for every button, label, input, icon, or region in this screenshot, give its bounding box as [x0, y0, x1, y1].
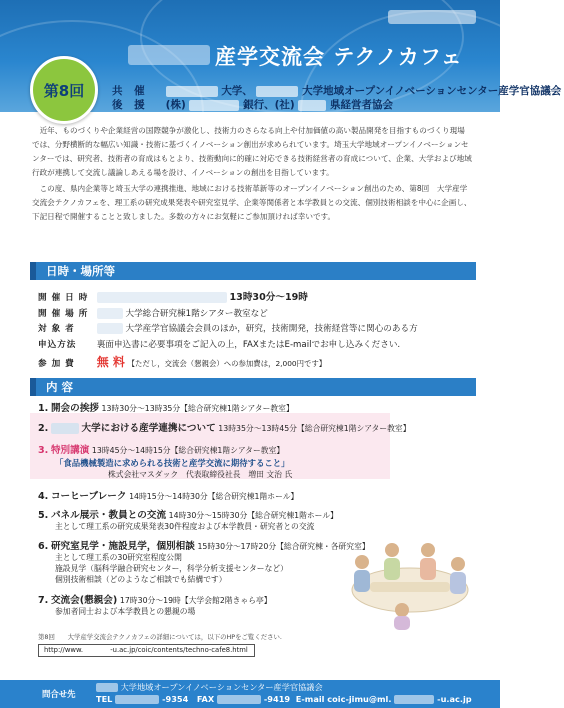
item-detail: 13時30分～13時35分【総合研究棟1階シアター教室】 [101, 404, 294, 413]
program-item-3 [38, 442, 292, 480]
blurred-domain [394, 695, 434, 704]
program-item-1 [38, 400, 294, 414]
program-item-4 [38, 488, 298, 502]
info-target-value: 大学産学官協議会会員のほか，研究，技術開発，技術経営等に関心のある方 [125, 324, 418, 334]
event-title: 産学交流会 テクノカフェ [215, 45, 463, 69]
blurred-logo [388, 10, 476, 24]
detail-link-note: 第8回 大学産学交流会テクノカフェの詳細については，以下のHPをご覧ください. [38, 633, 282, 641]
blurred-name [256, 86, 298, 97]
item-number: 3. [38, 445, 49, 456]
item-number: 6. [38, 541, 49, 552]
blurred-name [166, 86, 218, 97]
item-sub: 個別技術相談（どのようなご相談でも結構です） [55, 575, 227, 584]
edition-badge [30, 56, 98, 124]
section-title-schedule: 日時・場所等 [46, 264, 115, 278]
contact-numbers [96, 694, 472, 704]
lecturer: 株式会社マスダック 代表取締役社長 増田 文治 氏 [108, 470, 293, 479]
intro-text [32, 124, 472, 226]
support-text-a: (株) [165, 99, 186, 111]
blurred-date [97, 292, 227, 303]
contact-footer [0, 680, 500, 708]
blurred-number [115, 695, 159, 704]
section-bar-schedule [30, 262, 476, 280]
item-title: パネル展示・教員との交流 [50, 510, 167, 521]
tel-label: TEL [96, 694, 113, 704]
item-detail: 14時30分～15時30分【総合研究棟1階ホール】 [168, 511, 338, 520]
item-sub: 主として理工系の研究成果発表30件程度および本学教員・研究者との交流 [55, 522, 315, 531]
contact-org-name: 大学地域オープンイノベーションセンター産学官協議会 [120, 682, 323, 692]
support-label: 後 援 [112, 99, 149, 111]
item-title: 大学における産学連携について [81, 423, 216, 434]
item-sub: 参加者同士および本学教員との懇親の場 [55, 607, 196, 616]
event-url-link[interactable]: http://www. -u.ac.jp/coic/contents/techno-cafe8.html [38, 644, 255, 657]
intro-paragraph-2: この度、県内企業等と埼玉大学の連携推進、地域における技術革新等のオープンイノベーション創出のため、第8回 大学産学交流会テクノカフェを、理工系の研究成果発表や研究室見学、企業等関係者と本学教員との交流、個別技術相談を中心に企画し、下記日程で開催することと致しました。多数の方々にお気軽にご参加頂ければ幸いです。 [32, 184, 472, 221]
email-domain[interactable]: -u.ac.jp [437, 694, 472, 704]
item-number: 4. [38, 491, 49, 502]
section-bar-content [30, 378, 476, 396]
item-title: 特別講演 [50, 445, 90, 456]
blurred-name [97, 308, 123, 319]
info-fee-free: 無 料 [96, 355, 125, 369]
item-sub: 主として理工系の30研究室程度公開 [55, 553, 182, 562]
info-fee-label: 参 加 費 [38, 359, 75, 369]
item-detail: 17時30分～19時【大学会館2階きゃら亭】 [119, 596, 272, 605]
edition-badge-text: 第8回 [43, 81, 85, 100]
email-label[interactable]: E-mail coic-jimu@ml. [295, 694, 392, 704]
info-date [38, 289, 308, 303]
blurred-name [189, 100, 239, 111]
program-item-2 [38, 420, 411, 434]
item-detail: 14時15分～14時30分【総合研究棟1階ホール】 [129, 492, 299, 501]
item-detail: 13時35分～13時45分【総合研究棟1階シアター教室】 [218, 424, 411, 433]
intro-paragraph-1: 近年、ものづくりや企業経営の国際競争が激化し、技術力のさらなる向上や付加価値の高い製品開発を目指すものづくり現場では、分野横断的な幅広い知識・技術に基づくイノベーション創出が求められています。埼玉大学地域オープンイノベーションセンターでは、研究者、技術者の育成はもとより、技術動向に的確に対応できる技術経営者の育成について、企業、大学および地域行政が連携して交流し議論しあえる場を設け、イノベーションの創出を目指しています。 [32, 126, 472, 177]
cohost-text-a: 大学、 [221, 85, 253, 97]
item-sub: 施設見学（脳科学融合研究センター，科学分析支援センターなど） [55, 564, 288, 573]
item-number: 7. [38, 595, 49, 606]
blurred-name [298, 100, 326, 111]
info-target [38, 322, 418, 334]
blurred-name [51, 423, 79, 434]
cohost-label: 共 催 [112, 85, 149, 97]
blurred-name [96, 683, 118, 692]
info-fee [38, 353, 326, 370]
contact-label: 問合せ先 [42, 689, 76, 699]
support-text-c: 県経営者協会 [330, 99, 393, 111]
info-apply-value: 裏面申込書に必要事項をご記入の上，FAXまたはE-mailでお申し込みください. [96, 340, 401, 350]
lecture-title: 「食品機械製造に求められる技術と産学交流に期待すること」 [55, 458, 290, 468]
fax-label: FAX [196, 694, 215, 704]
item-detail: 13時45分～14時15分【総合研究棟1階シアター教室】 [91, 446, 285, 455]
info-apply-label: 申込方法 [38, 340, 77, 350]
blurred-name [97, 323, 123, 334]
item-number: 1. [38, 403, 49, 414]
item-title: 開会の挨拶 [50, 403, 99, 414]
program-item-5 [38, 507, 338, 532]
section-title-content: 内 容 [46, 380, 74, 394]
cohost-text-b: 大学地域オープンイノベーションセンター産学官協議会 [302, 85, 562, 97]
blurred-university-name [128, 45, 210, 65]
info-date-value: 13時30分～19時 [229, 292, 308, 303]
item-title: 交流会(懇親会) [50, 595, 118, 606]
contact-org [96, 682, 323, 693]
info-target-label: 対 象 者 [38, 324, 75, 334]
info-apply [38, 338, 400, 350]
support-line [112, 97, 393, 112]
info-fee-note: 【ただし，交流会（懇親会）への参加費は，2,000円です】 [127, 359, 327, 368]
cohost-line [112, 83, 561, 98]
blurred-number [217, 695, 261, 704]
info-place-label: 開 催 場 所 [38, 309, 89, 319]
item-number: 5. [38, 510, 49, 521]
program-item-7 [38, 592, 272, 617]
item-title: 研究室見学・施設見学，個別相談 [50, 541, 195, 552]
fax-number: -9419 [263, 694, 291, 704]
tel-number: -9354 [162, 694, 189, 704]
support-text-b: 銀行、(社) [243, 99, 295, 111]
item-title: コーヒーブレーク [50, 491, 127, 502]
program-item-6 [38, 538, 370, 585]
item-detail: 15時30分～17時20分【総合研究棟・各研究室】 [197, 542, 370, 551]
info-place [38, 307, 268, 319]
info-place-value: 大学総合研究棟1階シアター教室など [125, 309, 268, 319]
info-date-label: 開 催 日 時 [38, 293, 89, 303]
item-number: 2. [38, 423, 49, 434]
